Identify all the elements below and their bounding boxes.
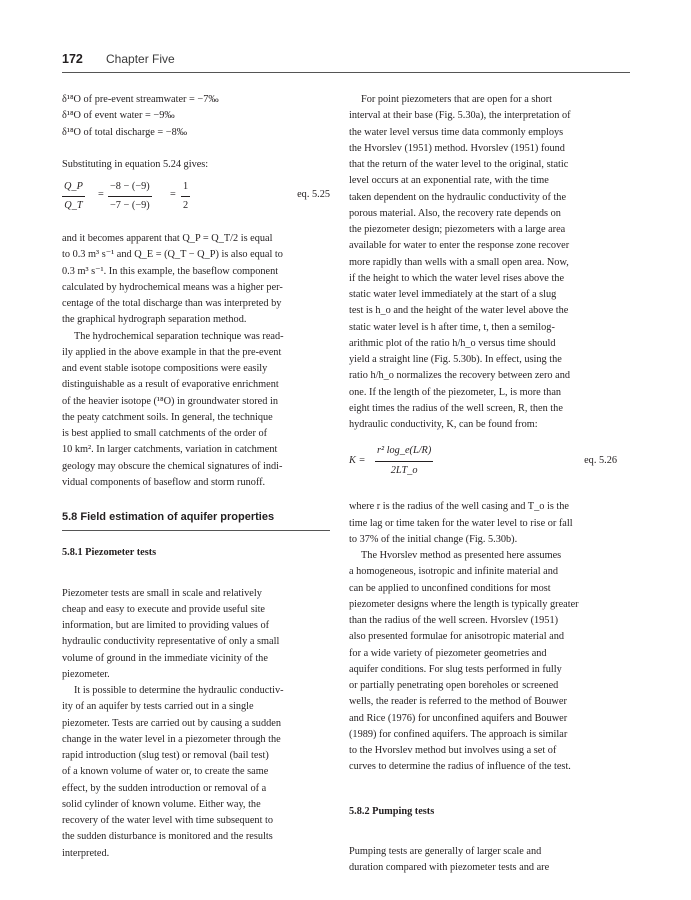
text-line: time lag or time taken for the water level to rise or fall [349,517,573,529]
text-line: geology may obscure the chemical signatures of indi- [62,460,283,472]
list-item: δ¹⁸O of total discharge = −8‰ [62,126,188,138]
text-line: Piezometer tests are small in scale and relatively [62,587,262,599]
equation-5-26 [349,443,617,489]
text-line: 10 km². In larger catchments, variation in catchment [62,444,278,456]
paragraph [349,844,617,877]
eq525-mid-num: −8 − (−9) [110,181,150,192]
text-line: available for water to enter the response zone recover [349,240,570,252]
text-line: to 0.3 m³ s⁻¹ and Q_E = (Q_T − Q_P) is also equal to [62,249,283,261]
text-line: of a known volume of water or, to create the same [62,766,269,778]
eq525-lhs-den: Q_T [62,196,85,214]
text-line: cheap and easy to execute and provide useful site [62,603,265,615]
eq525-rhs-den: 2 [181,196,190,214]
eq526-frac [375,443,433,479]
eq525-label: eq. 5.25 [297,189,330,200]
text-line: hydraulic conductivity representative of only a small [62,636,280,648]
text-line: change in the water level in a piezometer through the [62,733,281,745]
section-heading: 5.8 Field estimation of aquifer properties [62,509,330,531]
text-line: information, but are limited to providing values of [62,620,270,631]
eq525-mid [108,179,152,215]
text-line: to 37% of the initial change (Fig. 5.30b). [349,533,518,545]
left-column [62,92,330,862]
paragraph [62,329,330,492]
text-line: interpreted. [62,847,110,859]
text-line: static water level immediately at the start of a slug [349,289,557,300]
paragraph [62,586,330,684]
text-line: the peaty catchment soils. In general, the technique [62,411,273,423]
text-line: piezometer. Tests are carried out by causing a sudden [62,717,281,729]
text-line: more rapidly than wells with a small open area. Now, [349,256,569,268]
text-line: and event stable isotope compositions were easily [62,363,268,374]
right-column [349,92,617,876]
text-line: arithmic plot of the ratio h/h_o versus time should [349,337,556,349]
text-line: taken dependent on the hydraulic conductivity of the [349,191,567,203]
subsection-heading: 5.8.2 Pumping tests [349,805,435,817]
text-line: vidual components of baseflow and storm runoff. [62,476,266,488]
text-line: test is h_o and the height of the water level above the [349,305,569,317]
eq526-den: 2LT_o [375,461,433,479]
text-line: centage of the total discharge than was interpreted by [62,298,282,309]
text-line: of the heavier isotope (¹⁸O) in groundwater stored in [62,395,278,407]
text-line: eight times the radius of the well screen, R, then the [349,402,563,414]
paragraph [62,231,330,329]
eq526-label: eq. 5.26 [584,455,617,467]
text-line: recovery of the water level with time subsequent to [62,815,274,826]
text-line: solid cylinder of known volume. Either way, the [62,798,261,810]
text-line: if the height to which the water level rises above the [349,272,565,284]
text-line: wells, the reader is referred to the method of Bouwer [349,696,567,708]
eq525-lhs-num: Q_P [64,181,83,192]
text-line: and Rice (1976) for unconfined aquifers and Bouwer [349,712,568,724]
isotope-list [62,92,330,141]
subsection-heading: 5.8.1 Piezometer tests [62,547,157,559]
text-line: can be applied to unconfined conditions for most [349,582,551,594]
chapter-title: Chapter Five [106,52,175,66]
text-line: effect, by the sudden introduction or removal of a [62,782,267,794]
text-line: duration compared with piezometer tests and are [349,862,550,873]
text-line: curves to determine the radius of influence of the test. [349,761,571,773]
page-number: 172 [62,52,83,66]
paragraph [349,92,617,433]
text-line: the Hvorslev (1951) method. Hvorslev (1951) found [349,142,565,154]
substituting-text: Substituting in equation 5.24 gives: [62,158,209,170]
text-line: for a wide variety of piezometer geometries and [349,647,547,659]
text-line: to the Hvorslev method but involves using a set of [349,745,557,756]
paragraph [349,548,617,776]
paragraph [349,499,617,548]
text-line: and it becomes apparent that Q_P = Q_T/2 is equal [62,233,273,244]
text-line: or partially penetrating open boreholes or screened [349,680,559,691]
text-line: ily applied in the above example in that the pre-event [62,346,282,358]
text-line: level occurs at an exponential rate, with the time [349,175,549,187]
eq525-rhs-num: 1 [183,181,189,192]
eq525-rhs [181,179,190,215]
text-line: one. If the length of the piezometer, L, is more than [349,386,562,398]
text-line: yield a straight line (Fig. 5.30b). In effect, using the [349,354,562,365]
text-line: static water level is h after time, t, then a semilog- [349,321,555,333]
text-line: rapid introduction (slug test) or removal (bail test) [62,750,269,761]
text-line: The Hvorslev method as presented here assumes [361,550,562,561]
text-line: the piezometer design; piezometers with a large area [349,224,566,235]
text-line: that the return of the water level to the original, static [349,159,569,170]
text-line: the sudden disturbance is monitored and the results [62,831,273,843]
text-line: Pumping tests are generally of larger scale and [349,845,542,857]
text-line: (1989) for confined aquifers. The approach is similar [349,728,568,740]
text-line: volume of ground in the immediate vicinity of the [62,652,268,664]
equation-5-25: $\frac{Q\_P}{Q\_T}$ = $\frac{-8 - (-9)}{-7 - (-9)}$ = $\frac{1}{2}$ eq. 5.25 [62,179,330,223]
text-line: distinguishable as a result of evaporative enrichment [62,379,279,391]
text-line: hydraulic conductivity, K, can be found from: [349,419,538,430]
text-line: piezometer designs where the length is typically greater [349,598,579,610]
eq526-num: r² log_e(L/R) [377,445,432,457]
text-line: porous material. Also, the recovery rate depends on [349,207,561,219]
list-item: δ¹⁸O of event water = −9‰ [62,110,175,122]
text-line: calculated by hydrochemical means was a higher per- [62,281,283,293]
text-line: is best applied to small catchments of the order of [62,428,268,439]
eq526-lhs: K = [349,455,366,467]
paragraph [62,683,330,862]
running-header [62,52,630,78]
list-item: δ¹⁸O of pre-event streamwater = −7‰ [62,94,219,105]
text-line: 0.3 m³ s⁻¹. In this example, the baseflow component [62,265,279,277]
text-line: It is possible to determine the hydraulic conductiv- [74,685,284,696]
text-line: aquifer conditions. For slug tests performed in fully [349,663,562,675]
eq525-mid-den: −7 − (−9) [108,196,152,214]
text-line: piezometer. [62,668,110,680]
text-line: the water level versus time data commonly employs [349,126,564,138]
text-line: ratio h/h_o normalizes the recovery between zero and [349,370,571,382]
text-line: a homogeneous, isotropic and infinite material and [349,566,559,578]
eq525-lhs [62,179,85,215]
text-line: For point piezometers that are open for a short [361,94,553,105]
text-line: interval at their base (Fig. 5.30a), the interpretation of [349,110,571,122]
text-line: where r is the radius of the well casing and T_o is the [349,501,569,513]
text-line: than the radius of the well screen. Hvorslev (1951) [349,615,559,626]
text-line: ity of an aquifer by tests carried out in a single [62,701,254,713]
header-rule [62,72,630,73]
text-line: the graphical hydrograph separation method. [62,314,247,326]
text-line: The hydrochemical separation technique was read- [74,330,284,342]
text-line: also presented formulae for anisotropic material and [349,631,565,643]
